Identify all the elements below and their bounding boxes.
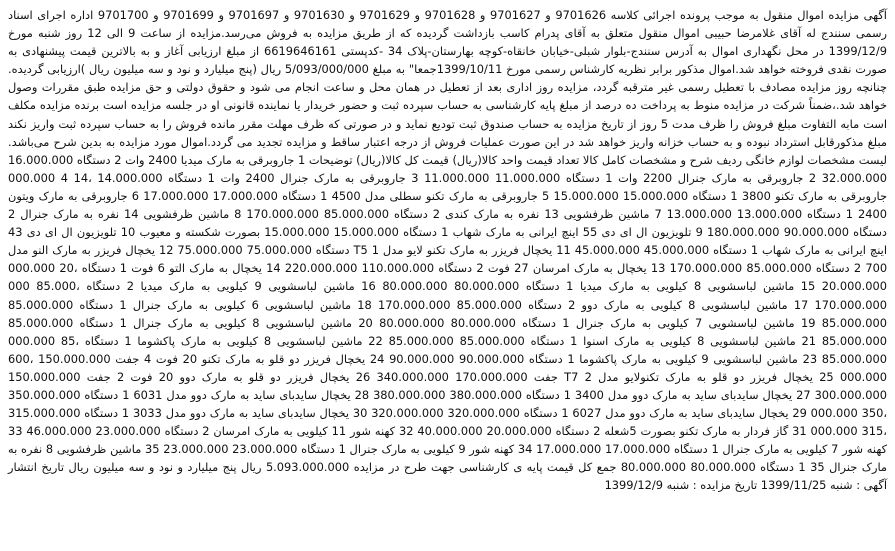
notice-body: آگهی مزایده اموال منقول به موجب پرونده اجرائی کلاسه 9701626 و 9701627 و 9701628 و 9701629 و 9701630 و 9701697 و 9701699 و 9701700 اداره اجرای اسناد رسمی سنندج له آقای غلامرضا حبیبی اموال منقول متعلق به آقای پدرام کاسب بازداشت گردیده که از طریق مزایده به فروش می‌رسد.مزایده از ساعت 9 الی 12 روز شنبه مورخ 1399/12/9 در محل نگهداری اموال به آدرس سنندج-بلوار شبلی-خیابان خانقاه-کوچه بهارستان-پلاک 34 -کدپستی 6619646161 از مبلغ ارزیابی آغاز و به بالاترین قیمت پیشنهادی به صورت نقدی فروخته خواهد شد.اموال مذکور برابر نظریه کارشناس رسمی مورخ 1399/10/11جمعا" به مبلغ 5/093/000/000 ریال (پنج میلیارد و نود و سه میلیون ریال )ارزیابی گردیده. چنانچه روز مزایده مصادف با تعطیل رسمی غیر مترقبه گردد، مزایده روز اداری بعد از تعطیل در همان محل و ساعت انجام می شود و حقوق دولتی و حق مزایده طبق مقررات وصول خواهد شد.،ضمناً شرکت در مزایده منوط به پرداخت ده درصد از مبلغ پایه کارشناسی به حساب سپرده ثبت و حضور خریدار یا نماینده قانونی او در جلسه مزایده است برنده مزایده مکلف است مابه التفاوت مبلغ فروش را ظرف مدت 5 روز از تاریخ مزایده به حساب صندوق ثبت تودیع نماید و در صورتی که ظرف مهلت مقرر مانده فروش را به حساب سپرده ثبت واریز نکند مبلغ مذکورقابل استرداد نبوده و به حساب خزانه واریز خواهد شد در این صورت عملیات فروش از درجه اعتبار ساقط و مزایده تجدید می گردد.اموال مورد مزایده به بدین شرح می‌باشد. لیست مشخصات لوازم خانگی ردیف شرح و مشخصات کامل کالا تعداد قیمت واحد کالا(ریال) قیمت کل کالا(ریال) توضیحات 1 جاروبرقی به مارک میدیا 2400 وات 2 دستگاه 16.000.000 32.000.000 2 جاروبرقی به مارک جنرال 2200 وات 1 دستگاه 11.000.000 11.000.000 3 جاروبرقی به مارک جنرال 2400 وات 1 دستگاه 14.000.000 ،14 4 000.000 جاروبرقی به مارک تکنو 3800 1 دستگاه 15.000.000 15.000.000 5 جاروبرقی به مارک تکنو سطلی مدل 4500 1 دستگاه 17.000.000 17.000.000 6 جاروبرقی به مارک ویتون 2400 1 دستگاه 13.000.000 13.000.000 7 ماشین ظرفشویی 13 نفره به مارک کندی 2 دستگاه 85.000.000 170.000.000 8 ماشین ظرفشویی 14 نفره به مارک جنرال 2 دستگاه 90.000.000 180.000.000 9 تلویزیون ال ای دی 55 اینچ ایرانی به مارک شهاب 1 دستگاه 15.000.000 15.000.000 بصورت شکسته و معیوب 10 تلویزیون ال ای دی 43 اینچ ایرانی به مارک شهاب 1 دستگاه 45.000.000 45.000.000 11 یخچال فریزر به مارک تکنو لایو مدل T5 1 دستگاه 75.000.000 75.000.000 12 یخچال فریزر به مارک النو مدل 700 2 دستگاه 85.000.000 170.000.000 13 یخچال به مارک امرسان 27 فوت 2 دستگاه 110.000.000 220.000.000 14 یخچال به مارک التو 6 فوت 1 دستگاه ،20 000.000 20.000.000 15 ماشین لباسشویی 8 کیلویی به مارک میدیا 1 دستگاه 80.000.000 80.000.000 16 ماشین لباسشویی 9 کیلویی به مارک میدیا 2 دستگاه ،85.000 000 170.000.000 17 ماشین لباسشویی 8 کیلویی به مارک دوو 2 دستگاه 85.000.000 170.000.000 18 ماشین لباسشویی 6 کیلویی به مارک جنرال 1 دستگاه 85.000.000 85.000.000 19 ماشین لباسشویی 7 کیلویی به مارک جنرال 1 دستگاه 80.000.000 80.000.000 20 ماشین لباسشویی 8 کیلویی به مارک جنرال 1 دستگاه 85.000.000 85.000.000 21 ماشین لباسشویی 8 کیلویی به مارک اسنوا 1 دستگاه 85.000.000 85.000.000 22 ماشین لباسشویی 8 کیلویی به مارک پاکشوما 1 دستگاه ،85 000.000 85.000.000 23 ماشین لباسشویی 9 کیلویی به مارک پاکشوما 1 دستگاه 90.000.000 90.000.000 24 یخچال فریزر دو قلو به مارک تکنو 20 فوت 4 جفت 150.000.000 ،600 000.000 25 یخچال فریزر دو قلو به مارک تکنولایو مدل T7 2 جفت 170.000.000 340.000.000 26 یخچال فریزر دو قلو به مارک دوو 20 فوت 2 جفت 150.000.000 300.000.000 27 یخچال سایدبای ساید به مارک دوو مدل 3400 1 دستگاه 380.000.000 380.000.000 28 یخچال سایدبای ساید به مارک دوو مدل 6031 1 دستگاه 350.000.000 ،350 000.000 29 یخچال سایدبای ساید به مارک دوو مدل 6027 1 دستگاه 320.000.000 320.000.000 30 یخچال سایدبای ساید به مارک دوو مدل 3033 1 دستگاه 315.000.000 ،315 000.000 31 گاز فردار به مارک تکنو بصورت 5شعله 2 دستگاه 20.000.000 40.000.000 32 کهنه شور 11 کیلویی به مارک امرسان 2 دستگاه 23.000.000 46.000.000 33 کهنه شور 7 کیلویی به مارک جنرال 1 دستگاه 17.000.000 17.000.000 34 کهنه شور 9 کیلویی به مارک جنرال 1 دستگاه 23.000.000 23.000.000 35 ماشین ظرفشویی 8 نفره به مارک جنرال 35 1 دستگاه 80.000.000 80.000.000 جمع کل قیمت پایه ی کارشناسی جهت طرح در مزایده 5.093.000.000 ریال پنج میلیارد و نود و سه میلیون ریال تاریخ انتشار آگهی : شنبه 1399/11/25 تاریخ مزایده : شنبه 1399/12/9 [8,8,888,493]
